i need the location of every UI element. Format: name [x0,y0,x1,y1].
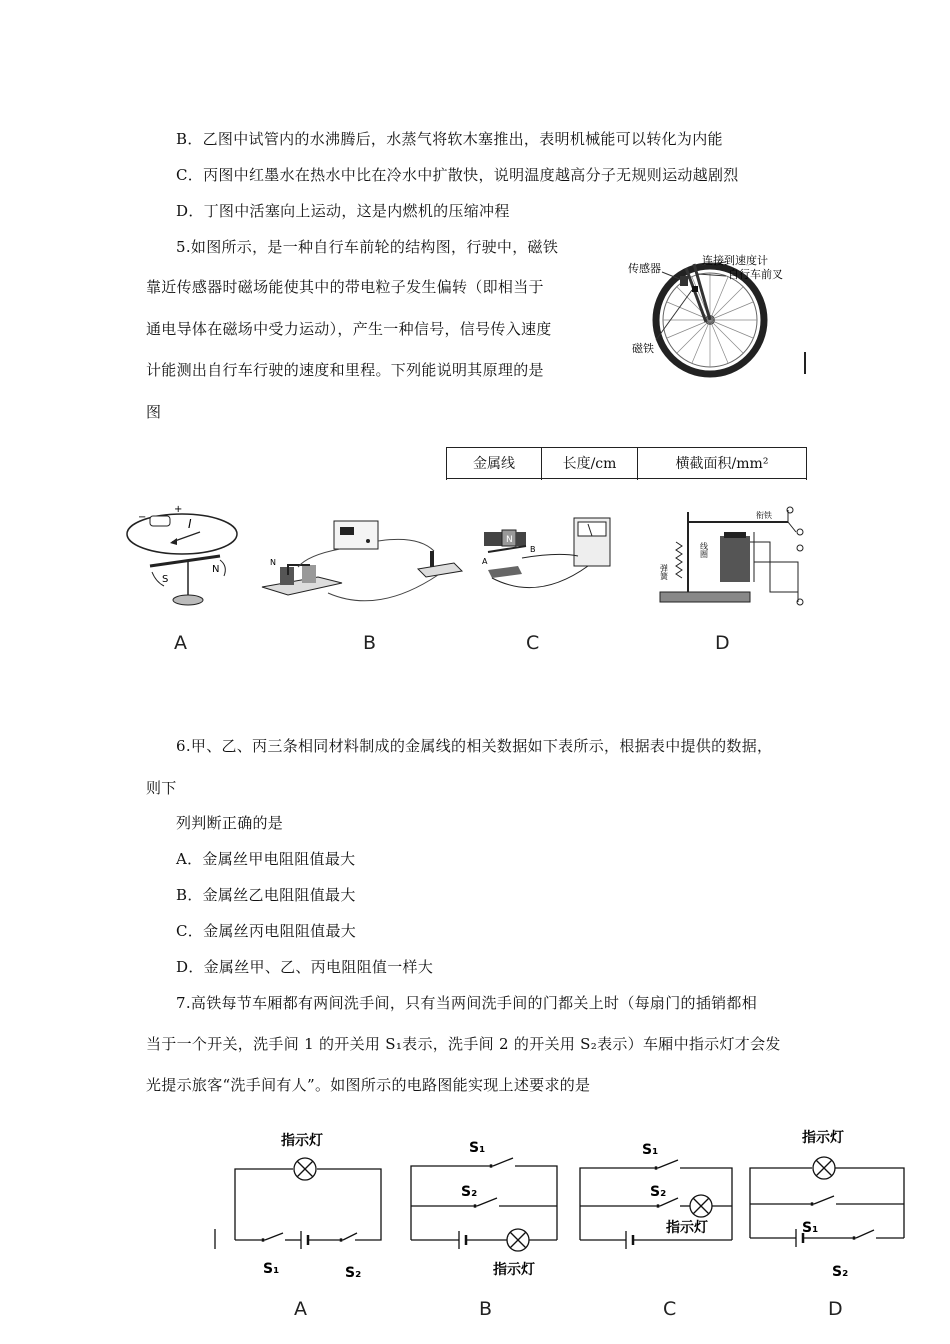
q6-option-c: C．金属丝丙电阻阻值最大 [176,922,357,940]
svg-text:N: N [270,558,276,567]
relay-armature-label: 衔铁 [756,511,772,520]
circuit-b-s1: S₁ [469,1140,486,1156]
relay-coil-label: 线圈 [699,542,709,558]
q7-caption-c: C [663,1298,677,1320]
circuit-d-lamp-label: 指示灯 [802,1130,844,1146]
circuit-c [574,1130,749,1280]
q6-line-3: 列判断正确的是 [176,814,284,832]
q4-option-b: B．乙图中试管内的水沸腾后，水蒸气将软木塞推出，表明机械能可以转化为内能 [176,130,723,148]
circuit-b-s2: S₂ [461,1184,478,1200]
circuit-a-lamp-label: 指示灯 [281,1133,323,1149]
q5-line-4: 计能测出自行车行驶的速度和里程。下列能说明其原理的是 [146,361,544,379]
q7-line-2: 当于一个开关，洗手间 1 的开关用 S₁表示，洗手间 2 的开关用 S₂表示）车厢中指示灯才会发 [146,1035,781,1053]
table-header-area: 横截面积/mm² [638,448,807,479]
bike-magnet-label: 磁铁 [632,342,654,355]
q5-line-2: 靠近传感器时磁场能使其中的带电粒子发生偏转（即相当于 [146,278,544,296]
circuit-a [205,1125,385,1285]
circuit-a-s2: S₂ [345,1265,362,1281]
svg-text:A: A [482,557,488,566]
q7-line-1: 7.高铁每节车厢都有两间洗手间，只有当两间洗手间的门都关上时（每扇门的插销都相 [176,994,758,1012]
q5-line-3: 通电导体在磁场中受力运动），产生一种信号，信号传入速度 [146,320,552,338]
q5-line-5: 图 [146,403,162,421]
metal-wire-table-clip [440,447,820,480]
table-header-wire: 金属线 [447,448,542,479]
q6-line-2: 则下 [146,779,177,797]
circuit-d-s1: S₁ [802,1220,819,1236]
svg-text:S: S [162,574,169,585]
bike-connect-label: 连接到速度计 [702,254,768,267]
svg-text:N: N [212,564,220,575]
bicycle-wheel-figure [622,250,812,380]
q5-figure-a-oersted [120,500,250,610]
q7-line-3: 光提示旅客“洗手间有人”。如图所示的电路图能实现上述要求的是 [146,1076,591,1094]
q6-line-1: 6.甲、乙、丙三条相同材料制成的金属线的相关数据如下表所示，根据表中提供的数据， [176,737,773,755]
relay-spring-label: 弹簧 [659,564,669,580]
circuit-b-lamp-label: 指示灯 [493,1262,535,1278]
circuit-d-s2: S₂ [832,1264,849,1280]
q6-option-b: B．金属丝乙电阻阻值最大 [176,886,356,904]
metal-wire-table [446,447,807,480]
bike-sensor-label: 传感器 [628,262,661,275]
q5-caption-d: D [715,632,730,654]
q4-option-d: D．丁图中活塞向上运动，这是内燃机的压缩冲程 [176,202,510,220]
circuit-c-lamp-label: 指示灯 [666,1220,708,1236]
bike-fork-label: 自行车前叉 [728,268,783,281]
circuit-c-s2: S₂ [650,1184,667,1200]
svg-text:I: I [188,517,192,531]
q6-option-d: D．金属丝甲、乙、丙电阻阻值一样大 [176,958,434,976]
q6-option-a: A．金属丝甲电阻阻值最大 [176,850,356,868]
q5-line-1: 5.如图所示，是一种自行车前轮的结构图，行驶中，磁铁 [176,238,559,256]
q4-option-c: C．丙图中红墨水在热水中比在冷水中扩散快，说明温度越高分子无规则运动越剧烈 [176,166,739,184]
q5-caption-c: C [526,632,540,654]
q7-caption-a: A [294,1298,307,1320]
circuit-b [405,1130,575,1280]
circuit-c-s1: S₁ [642,1142,659,1158]
q5-caption-a: A [174,632,187,654]
q7-caption-d: D [828,1298,843,1320]
circuit-a-s1: S₁ [263,1261,280,1277]
table-header-length: 长度/cm [542,448,638,479]
svg-text:−: − [138,512,147,523]
q7-caption-b: B [479,1298,493,1320]
q5-figure-c-generator [478,512,618,607]
svg-text:N: N [506,535,513,545]
svg-text:B: B [530,545,536,554]
q5-caption-b: B [363,632,377,654]
circuit-d [744,1120,914,1280]
q5-figure-d-relay [658,502,808,610]
svg-text:+: + [174,504,183,515]
q5-figure-b-motor [258,515,468,610]
